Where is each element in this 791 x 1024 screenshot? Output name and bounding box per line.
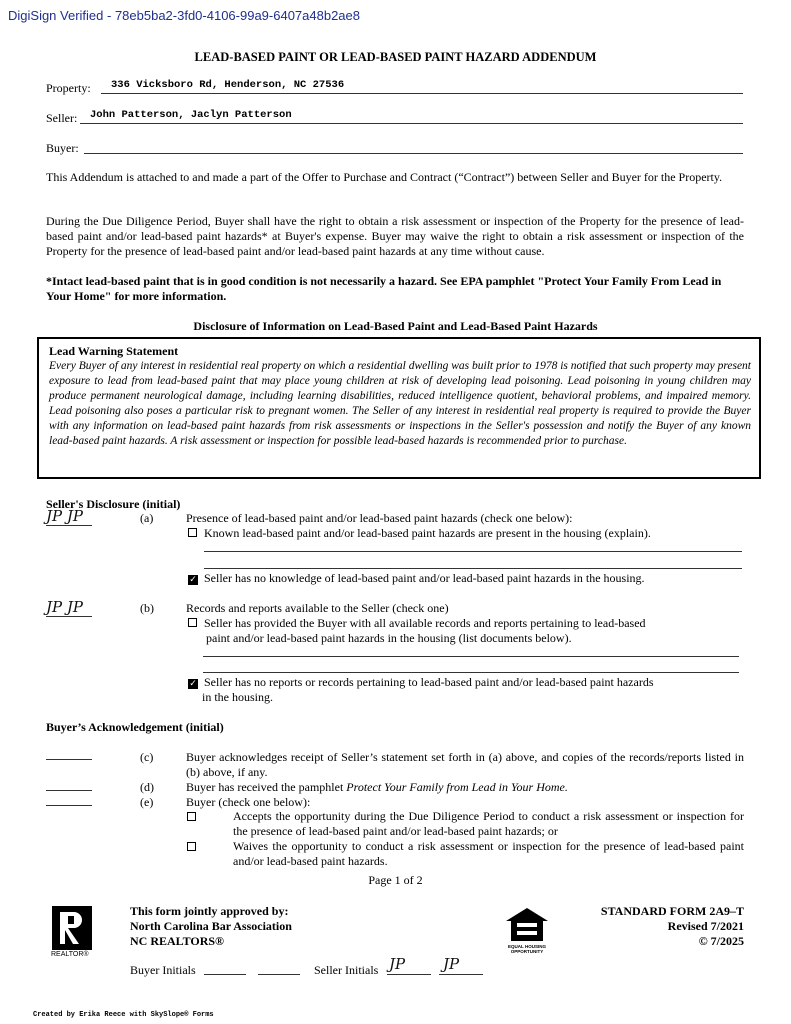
buyer-ack-heading: Buyer’s Acknowledgement (initial) (46, 720, 224, 734)
option-known-label: Known lead-based paint and/or lead-based paint hazards are present in the housing (explain). (204, 526, 651, 540)
footer-seller-initials-1-value: JP (389, 955, 406, 973)
option-no-reports-label-cont: in the housing. (202, 690, 273, 704)
realtor-r-icon (52, 906, 92, 950)
seller-initials-b-value: JP JP (46, 598, 83, 616)
option-accept-label: Accepts the opportunity during the Due Diligence Period to conduct a risk assessment or inspection for the presence of lead-based paint and/or lead-based paint hazards; or (233, 809, 744, 838)
addendum-intro: This Addendum is attached to and made a part of the Offer to Purchase and Contract (“Contract”) between Seller and Buyer for the Property. (46, 170, 723, 184)
item-a-option-known (188, 526, 651, 541)
seller-disclosure-heading: Seller's Disclosure (initial) (46, 497, 181, 511)
footer-buyer-initials-2[interactable] (258, 962, 300, 975)
item-e-text: Buyer (check one below): (186, 795, 311, 809)
item-b-letter: (b) (140, 601, 154, 615)
form-number: STANDARD FORM 2A9–T (600, 904, 744, 918)
buyer-initials-d[interactable] (46, 779, 92, 791)
item-d-letter: (d) (140, 780, 154, 794)
created-by-footer: Created by Erika Reece with SkySlope® Forms (33, 1011, 214, 1019)
realtor-logo (52, 906, 92, 950)
item-a-text: Presence of lead-based paint and/or lead-based paint hazards (check one below): (186, 511, 573, 525)
buyer-label: Buyer: (46, 141, 79, 155)
item-a-letter: (a) (140, 511, 154, 525)
explain-line-2[interactable] (204, 557, 742, 569)
property-field[interactable] (101, 79, 743, 94)
seller-field[interactable] (80, 109, 743, 124)
buyer-initials-c[interactable] (46, 748, 92, 760)
item-d-text (186, 780, 568, 795)
checkbox-no-reports-checked[interactable]: ✓ (189, 679, 197, 689)
footer-seller-initials-1[interactable] (387, 955, 431, 975)
approved-line-2: North Carolina Bar Association (130, 919, 292, 933)
property-value: 336 Vicksboro Rd, Henderson, NC 27536 (111, 79, 345, 91)
form-revised: Revised 7/2021 (667, 919, 744, 933)
option-provided-label-cont: paint and/or lead-based paint hazards in the housing (list documents below). (206, 631, 572, 645)
item-e-letter: (e) (140, 795, 154, 809)
realtor-logo-text: REALTOR® (51, 951, 89, 958)
due-diligence-paragraph: During the Due Diligence Period, Buyer shall have the right to obtain a risk assessment or inspection of the Property for the presence of lead-based paint and/or lead-based paint hazards* at Buyer's expense. Buyer may waive the right to obtain a risk assessment or inspection of the Property for the presence of lead-based paint and/or lead-based paint hazards at any time without cause. (46, 214, 744, 258)
seller-initials-b[interactable] (46, 600, 92, 617)
option-no-reports-label: Seller has no reports or records pertaining to lead-based paint and/or lead-based paint hazards (204, 675, 654, 689)
seller-initials-a[interactable] (46, 509, 92, 526)
explain-line-1[interactable] (204, 540, 742, 552)
checkbox-records-provided[interactable] (188, 618, 197, 627)
lead-warning-heading: Lead Warning Statement (49, 344, 179, 358)
buyer-initials-label: Buyer Initials (130, 963, 196, 977)
form-copyright: © 7/2025 (698, 934, 744, 948)
footer-seller-initials-2[interactable] (439, 955, 483, 975)
footer-buyer-initials-1[interactable] (204, 962, 246, 975)
item-b-option-provided (188, 616, 646, 631)
seller-initials-a-value: JP JP (46, 507, 83, 525)
checkbox-accept-opportunity[interactable] (187, 812, 196, 821)
item-c-text: Buyer acknowledges receipt of Seller’s statement set forth in (a) above, and copies of the records/reports listed in (b) above, if any. (186, 750, 744, 779)
buyer-field[interactable] (84, 139, 743, 154)
footer-seller-initials-2-value: JP (443, 955, 460, 973)
page-title: LEAD-BASED PAINT OR LEAD-BASED PAINT HAZARD ADDENDUM (194, 50, 597, 64)
equal-housing-text: EQUAL HOUSING OPPORTUNITY (508, 944, 546, 954)
seller-value: John Patterson, Jaclyn Patterson (90, 109, 292, 121)
digisign-watermark: DigiSign Verified - 78eb5ba2-3fd0-4106-99a9-6407a48b2ae8 (8, 8, 360, 23)
option-provided-label: Seller has provided the Buyer with all available records and reports pertaining to lead-based (204, 616, 646, 630)
checkbox-no-knowledge-checked[interactable]: ✓ (189, 575, 197, 585)
documents-line-1[interactable] (203, 645, 739, 657)
seller-initials-label: Seller Initials (314, 963, 379, 977)
item-b-text: Records and reports available to the Seller (check one) (186, 601, 449, 615)
option-waive-label: Waives the opportunity to conduct a risk assessment or inspection for the presence of lead-based paint and/or lead-based paint hazards. (233, 839, 744, 868)
lead-warning-body: Every Buyer of any interest in residential real property on which a residential dwelling was built prior to 1978 is notified that such property may present exposure to lead from lead-based paint that may place young children at risk of developing lead poisoning. Lead poisoning in young children may produce permanent neurological damage, including learning disabilities, reduced intelligence quotient, behavioral problems, and impaired memory. Lead poisoning also poses a particular risk to pregnant women. The Seller of any interest in residential real property is required to provide the Buyer with any information on lead-based paint hazards from risk assessments or inspections in the Seller's possession and notify the Buyer of any known lead-based paint hazards. A risk assessment or inspection for possible lead-based hazards is recommended prior to purchase. (49, 360, 751, 447)
item-a-option-no-knowledge (188, 571, 645, 586)
page-number: Page 1 of 2 (368, 873, 423, 887)
approved-line-1: This form jointly approved by: (130, 904, 289, 918)
property-label: Property: (46, 81, 91, 95)
documents-line-2[interactable] (203, 661, 739, 673)
checkbox-waive-opportunity[interactable] (187, 842, 196, 851)
disclosure-heading: Disclosure of Information on Lead-Based Paint and Lead-Based Paint Hazards (193, 319, 598, 333)
option-no-knowledge-label: Seller has no knowledge of lead-based paint and/or lead-based paint hazards in the housing. (204, 571, 645, 585)
checkbox-known-hazards[interactable] (188, 528, 197, 537)
item-b-option-no-reports (188, 675, 654, 690)
equal-housing-logo (504, 907, 550, 947)
intact-paint-note: *Intact lead-based paint that is in good condition is not necessarily a hazard. See EPA pamphlet "Protect Your Family From Lead in Your Home" for more information. (46, 274, 722, 303)
item-c-letter: (c) (140, 750, 154, 764)
seller-label: Seller: (46, 111, 78, 125)
approved-line-3: NC REALTORS® (130, 934, 224, 948)
equal-housing-house-icon (504, 907, 550, 943)
buyer-initials-e[interactable] (46, 794, 92, 806)
item-d-text-plain: Buyer has received the pamphlet (186, 780, 347, 794)
lead-warning-box (37, 337, 761, 479)
item-d-pamphlet-title: Protect Your Family from Lead in Your Home. (346, 780, 568, 794)
